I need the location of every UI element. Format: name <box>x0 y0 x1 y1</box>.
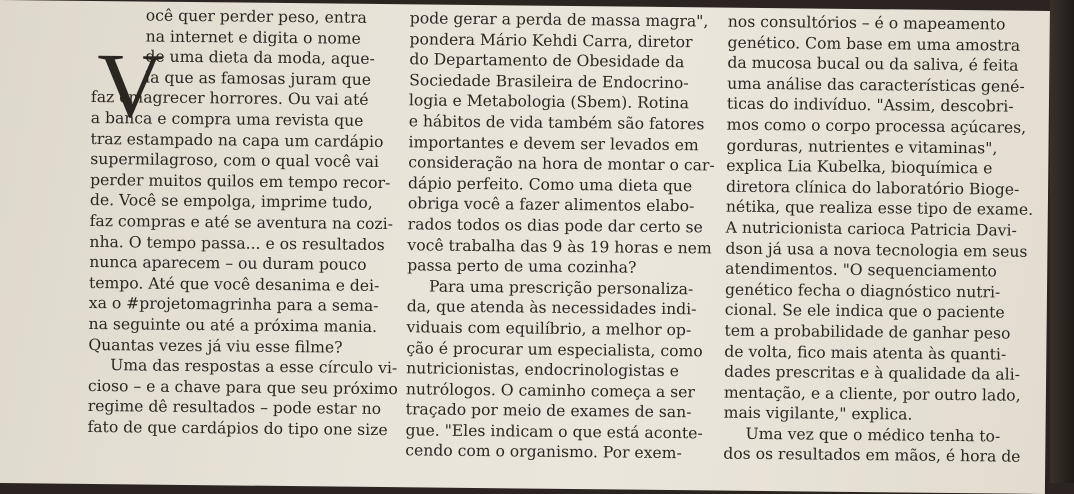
text-line: regime dê resultados – pode estar no <box>87 397 382 419</box>
text-line: ticas do indivíduo. "Assim, descobri- <box>726 94 1014 116</box>
text-line: nha. O tempo passa... e os resultados <box>89 232 385 254</box>
text-line: nunca aparecem – ou duram pouco <box>89 253 367 274</box>
drop-cap: V <box>96 34 165 137</box>
text-line: rados todos os dias pode dar certo se <box>407 215 703 237</box>
text-line: mais vigilante," explica. <box>723 403 913 424</box>
text-line: dades prescritas e à qualidade da ali- <box>724 362 1021 384</box>
text-line: la que as famosas juram que <box>145 68 372 89</box>
text-line: mentação, e a cliente, por outro lado, <box>723 383 1021 405</box>
text-line: fato de que cardápios do tipo one size <box>87 417 388 439</box>
text-line: obriga você a fazer alimentos elabo- <box>407 194 695 216</box>
text-line: traz estampado na capa um cardápio <box>90 129 384 151</box>
text-line: passa perto de uma cozinha? <box>407 256 637 277</box>
text-line: na internet e digita o nome <box>145 27 361 48</box>
text-line: perder muitos quilos em tempo recor- <box>90 170 391 192</box>
text-line: faz compras e até se aventura na cozi- <box>89 211 394 234</box>
text-line: tem a probabilidade de ganhar peso <box>724 321 1011 343</box>
text-line: ção é procurar um especialista, como <box>406 338 703 360</box>
text-line: Quantas vezes já viu esse filme? <box>88 335 343 357</box>
text-line: dson já usa a nova tecnologia em seus <box>725 239 1028 261</box>
text-line: dos os resultados em mãos, é hora de <box>723 445 1021 467</box>
text-line: nos consultórios – é o mapeamento <box>727 12 1006 34</box>
text-line: gue. "Eles indicam o que está aconte- <box>405 421 703 443</box>
text-line: da, que atenda às necessidades indi- <box>406 297 697 319</box>
text-line: mos como o corpo processa açúcares, <box>726 115 1027 137</box>
text-line: supermilagroso, com o qual você vai <box>90 150 380 172</box>
text-line: tempo. Até que você desanima e dei- <box>88 273 380 295</box>
text-line: de. Você se empolga, imprime tudo, <box>89 191 373 213</box>
text-line: genético fecha o diagnóstico nutri- <box>724 280 1001 302</box>
text-line: traçado por meio de exames de san- <box>405 400 692 422</box>
text-line: pondera Mário Kehdi Carra, diretor <box>409 29 693 51</box>
text-line: de volta, fico mais atenta às quanti- <box>724 342 1007 364</box>
text-line: xa o #projetomagrinha para a sema- <box>88 294 379 316</box>
text-line: e hábitos de vida também são fatores <box>408 112 705 134</box>
text-line: Sociedade Brasileira de Endocrino- <box>409 71 689 92</box>
text-column-2 <box>405 8 720 464</box>
text-line: você trabalha das 9 às 19 horas e nem <box>407 235 712 257</box>
page-edge-shadow <box>1050 0 1074 483</box>
text-line: da mucosa bucal ou da saliva, é feita <box>727 53 1019 75</box>
text-line: cendo com o organismo. Por exem- <box>405 441 682 463</box>
text-line: Uma das respostas a esse círculo vi- <box>110 356 398 378</box>
text-line: na seguinte ou até a próxima mania. <box>88 314 378 336</box>
text-line: atendimentos. "O sequenciamento <box>725 259 997 281</box>
text-line: viduais com equilíbrio, a melhor op- <box>406 318 692 340</box>
text-line: dápio perfeito. Como uma dieta que <box>408 174 693 196</box>
text-line: pode gerar a perda de massa magra", <box>409 9 709 31</box>
text-line: consideração na hora de montar o car- <box>408 153 715 175</box>
text-line: do Departamento de Obesidade da <box>409 50 685 72</box>
text-column-3 <box>723 12 1048 468</box>
text-line: uma análise das características gené- <box>727 74 1025 96</box>
text-line: importantes e devem ser levados em <box>408 132 699 154</box>
text-line: Para uma prescrição personaliza- <box>428 277 694 298</box>
text-line: nutricionistas, endocrinologistas e <box>406 359 680 381</box>
text-line: A nutricionista carioca Patricia Davi- <box>725 218 1017 240</box>
text-line: de uma dieta da moda, aque- <box>145 47 375 69</box>
text-line: logia e Metabologia (Sbem). Rotina <box>408 91 690 113</box>
text-line: cional. Se ele indica que o paciente <box>724 300 1005 322</box>
text-line: genético. Com base em uma amostra <box>727 33 1021 55</box>
text-line: cioso – e a chave para que seu próximo <box>87 376 398 398</box>
text-line: Uma vez que o médico tenha to- <box>745 424 1001 446</box>
text-line: faz emagrecer horrores. Ou vai até <box>90 88 369 110</box>
text-line: explica Lia Kubelka, bioquímica e <box>726 156 993 178</box>
text-line: diretora clínica do laboratório Bioge- <box>725 177 1020 199</box>
text-line: nétika, que realiza esse tipo de exame. <box>725 197 1034 220</box>
text-line: a banca e compra uma revista que <box>90 108 364 130</box>
text-column-1 <box>87 5 398 441</box>
text-line: ocê quer perder peso, entra <box>145 6 367 27</box>
text-line: nutrólogos. O caminho começa a ser <box>405 379 695 401</box>
text-line: gorduras, nutrientes e vitaminas", <box>726 136 998 158</box>
